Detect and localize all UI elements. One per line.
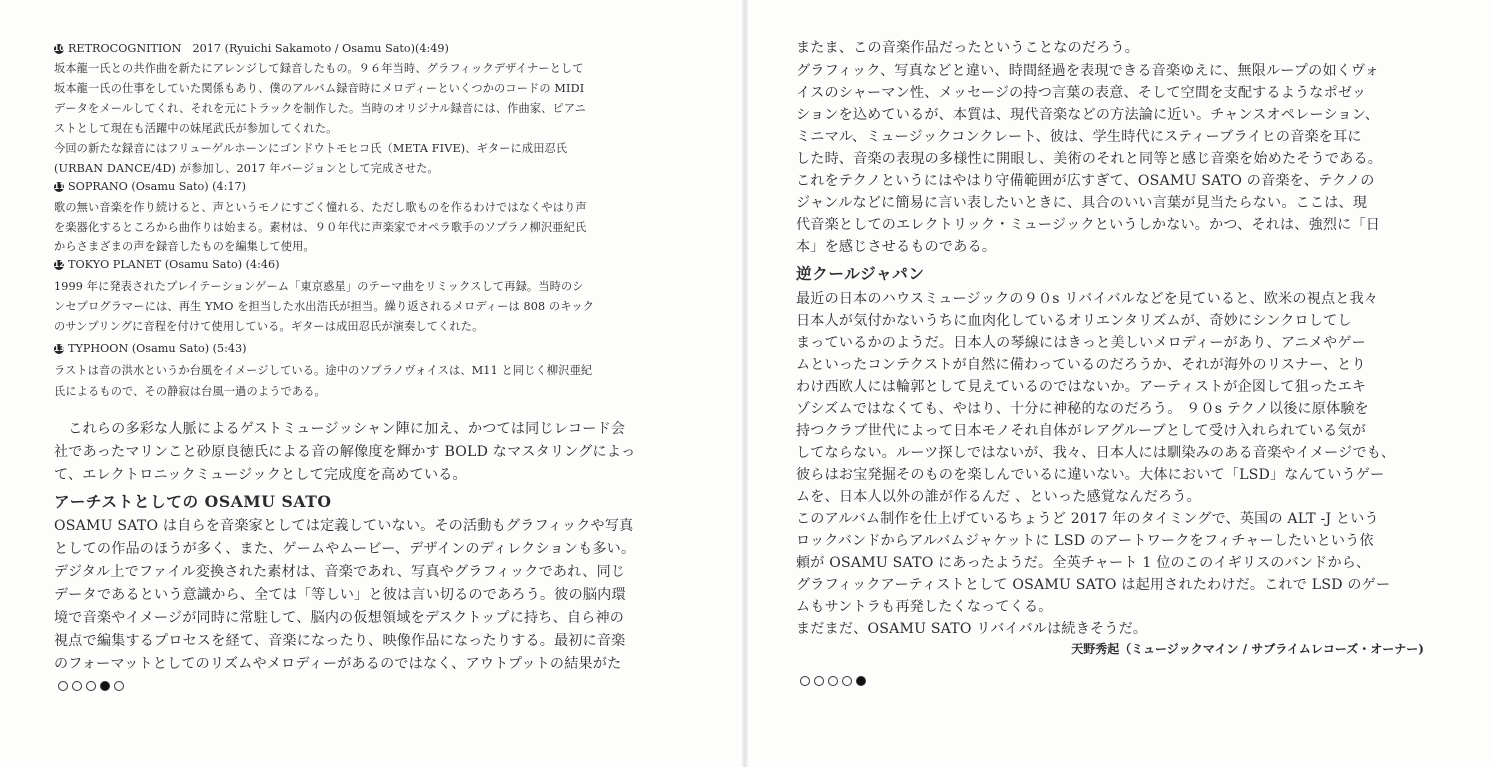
text-line: これをテクノというにはやはり守備範囲が広すぎて、OSAMU SATO の音楽を、テクノの bbox=[796, 173, 1375, 189]
text-line: のサンプリングに音程を付けて使用している。ギターは成田忍氏が演奏してくれた。 bbox=[54, 320, 484, 333]
page-dot bbox=[72, 681, 82, 691]
text-line: ロックバンドからアルバムジャケットに LSD のアートワークをフィチャーしたいという依 bbox=[796, 533, 1374, 549]
text-line: 歌の無い音楽を作り続けると、声というモノにすごく憧れる、ただし歌ものを作るわけではなくやはり声 bbox=[54, 201, 587, 214]
text-line: ラストは音の洪水というか台風をイメージしている。途中のソプラノヴォイスは、M11 と同じく柳沢亜紀 bbox=[54, 364, 593, 377]
page-indicator bbox=[800, 676, 866, 686]
text-line: OSAMU SATO は自らを音楽家としては定義していない。その活動もグラフィックや写真 bbox=[54, 518, 634, 534]
track-number-badge: 10 bbox=[54, 44, 65, 53]
text-line: ゾシズムではなくても、やはり、十分に神秘的なのだろう。 ９０s テクノ以後に原体験を bbox=[796, 401, 1369, 417]
track-13-title: 13 TYPHOON (Osamu Sato) (5:43) bbox=[54, 342, 247, 355]
text-line: まっているかのようだ。日本人の琴線にはきっと美しいメロディーがあり、アニメやゲー bbox=[796, 335, 1366, 351]
page-dot bbox=[58, 681, 68, 691]
text-line: 境で音楽やイメージが同時に常駐して、脳内の仮想領域をデスクトップに持ち、自ら神の bbox=[54, 610, 625, 626]
text-line: としての作品のほうが多く、また、ゲームやムービー、デザインのディレクションも多い。 bbox=[54, 541, 636, 557]
text-line: ションを込めているが、本質は、現代音楽などの方法論に近い。チャンスオペレーション、 bbox=[796, 107, 1380, 123]
text-line: 坂本龍一氏との共作曲を新たにアレンジして録音したもの。９６年当時、グラフィックデザイナーとして bbox=[54, 62, 584, 75]
page-dot bbox=[800, 676, 810, 686]
text-line: 持つクラブ世代によって日本モノそれ自体がレアグルーブとして受け入れられている気が bbox=[796, 423, 1367, 439]
text-line: ストとして現在も活躍中の妹尾武氏が参加してくれた。 bbox=[54, 122, 338, 135]
section-heading: アーチストとしての OSAMU SATO bbox=[54, 492, 332, 511]
text-line: 今回の新たな録音にはフリューゲルホーンにゴンドウトモヒコ氏（META FIVE)、ギターに成田忍氏 bbox=[54, 142, 568, 155]
text-line: このアルバム制作を仕上げているちょうど 2017 年のタイミングで、英国の ALT -J という bbox=[796, 511, 1379, 527]
author-credit: 天野秀起（ミュージックマイン / サブライムレコーズ・オーナー) bbox=[1071, 642, 1424, 656]
text-line: ジャンルなどに簡易に言い表したいときに、具合のいい言葉が見当たらない。ここは、現 bbox=[796, 195, 1368, 211]
page-dot bbox=[828, 676, 838, 686]
text-line: グラフィック、写真などと違い、時間経過を表現できる音楽ゆえに、無限ループの如くヴォ bbox=[796, 63, 1380, 79]
text-line: これらの多彩な人脈によるゲストミュージッシャン陣に加え、かつては同じレコード会 bbox=[54, 421, 626, 437]
text-line: を楽器化するところから曲作りは始まる。素材は、９０年代に声楽家でオペラ歌手のソプラノ柳沢亜紀氏 bbox=[54, 221, 587, 234]
text-line: 代音楽としてのエレクトリック・ミュージックというしかない。かつ、それは、強烈に「日 bbox=[796, 217, 1381, 233]
text-line: 彼らはお宝発掘そのものを楽しんでいるに違いない。大体において「LSD」なんていうゲー bbox=[796, 467, 1385, 483]
text-line: 視点で編集するプロセスを経て、音楽になったり、映像作品になったりする。最初に音楽 bbox=[54, 633, 626, 649]
page-indicator bbox=[58, 681, 124, 691]
text-line: 本」を感じさせるものである。 bbox=[796, 239, 997, 255]
text-line: グラフィックアーティストとして OSAMU SATO は起用されたわけだ。これで LSD のゲー bbox=[796, 577, 1391, 593]
text-line: した時、音楽の表現の多様性に開眼し、美術のそれと同等と感じ音楽を始めたそうである。 bbox=[796, 151, 1383, 167]
text-line: デジタル上でファイル変換された素材は、音楽であれ、写真やグラフィックであれ、同じ bbox=[54, 564, 626, 580]
page-dot bbox=[86, 681, 96, 691]
text-line: わけ西欧人には輪郭として見えているのではないか。アーティストが企図して狙ったエキ bbox=[796, 379, 1367, 395]
text-line: してならない。ルーツ探しではないが、我々、日本人には馴染みのある音楽やイメージでも、 bbox=[796, 445, 1396, 461]
right-page bbox=[748, 0, 1490, 767]
text-line: のフォーマットとしてのリズムやメロディーがあるのではなく、アウトプットの結果がた bbox=[54, 656, 622, 672]
page-dot-current bbox=[100, 681, 110, 691]
text-line: データをメールしてくれ、それを元にトラックを制作した。当時のオリジナル録音には、作曲家、ピアニ bbox=[54, 102, 586, 115]
section-heading: 逆クールジャパン bbox=[796, 264, 925, 283]
text-line: 1999 年に発表されたプレイテーションゲーム「東京惑星」のテーマ曲をリミックスして再録。当時のシ bbox=[54, 280, 584, 293]
track-number-badge: 12 bbox=[54, 260, 65, 269]
text-line: 最近の日本のハウスミュージックの９０s リバイバルなどを見ていると、欧米の視点と我々 bbox=[796, 291, 1379, 307]
page-dot bbox=[842, 676, 852, 686]
text-line: ンセプログラマーには、再生 YMO を担当した水出浩氏が担当。繰り返されるメロディーは 808 のキック bbox=[54, 300, 595, 313]
text-line: て、エレクトロニックミュージックとして完成度を高めている。 bbox=[54, 467, 467, 483]
page-dot bbox=[114, 681, 124, 691]
page-dot bbox=[814, 676, 824, 686]
text-line: 坂本龍一氏の仕事をしていた関係もあり、僕のアルバム録音時にメロディーといくつかのコードの MIDI bbox=[54, 82, 585, 95]
track-10-title: 10 RETROCOGNITION 2017 (Ryuichi Sakamoto / Osamu Sato)(4:49) bbox=[54, 42, 449, 55]
text-line: 氏によるもので、その静寂は台風一過のようである。 bbox=[54, 385, 326, 398]
text-line: またま、この音楽作品だったということなのだろう。 bbox=[796, 40, 1140, 56]
text-line: ムもサントラも再発したくなってくる。 bbox=[796, 599, 1053, 615]
text-line: イスのシャーマン性、メッセージの持つ言葉の表意、そして空間を支配するようなポゼッ bbox=[796, 85, 1367, 101]
text-line: ミニマル、ミュージックコンクレート、彼は、学生時代にスティーブライヒの音楽を耳に bbox=[796, 129, 1362, 145]
track-12-title: 12 TOKYO PLANET (Osamu Sato) (4:46) bbox=[54, 258, 280, 271]
text-line: ムを、日本人以外の誰が作るんだ 、といった感覚なんだろう。 bbox=[796, 489, 1201, 505]
text-line: ムといったコンテクストが自然に備わっているのだろうか、それが海外のリスナー、とり bbox=[796, 357, 1366, 373]
track-11-title: 11 SOPRANO (Osamu Sato) (4:17) bbox=[54, 180, 247, 193]
track-number-badge: 13 bbox=[54, 344, 65, 353]
text-line: からさまざまの声を録音したものを編集して使用。 bbox=[54, 240, 315, 253]
page-dot-current bbox=[856, 676, 866, 686]
text-line: (URBAN DANCE/4D) が参加し、2017 年バージョンとして完成させた。 bbox=[54, 162, 439, 175]
text-line: 日本人が気付かないうちに血肉化しているオリエンタリズムが、奇妙にシンクロしてし bbox=[796, 313, 1352, 329]
text-line: データであるという意識から、全ては「等しい」と彼は言い切るのであろう。彼の脳内環 bbox=[54, 587, 626, 603]
left-page bbox=[0, 0, 742, 767]
track-number-badge: 11 bbox=[54, 182, 65, 191]
text-line: 社であったマリンこと砂原良徳氏による音の解像度を輝かす BOLD なマスタリングによっ bbox=[54, 444, 636, 460]
text-line: まだまだ、OSAMU SATO リバイバルは続きそうだ。 bbox=[796, 621, 1148, 637]
text-line: 頼が OSAMU SATO にあったようだ。全英チャート 1 位のこのイギリスのバンドから、 bbox=[796, 555, 1371, 571]
